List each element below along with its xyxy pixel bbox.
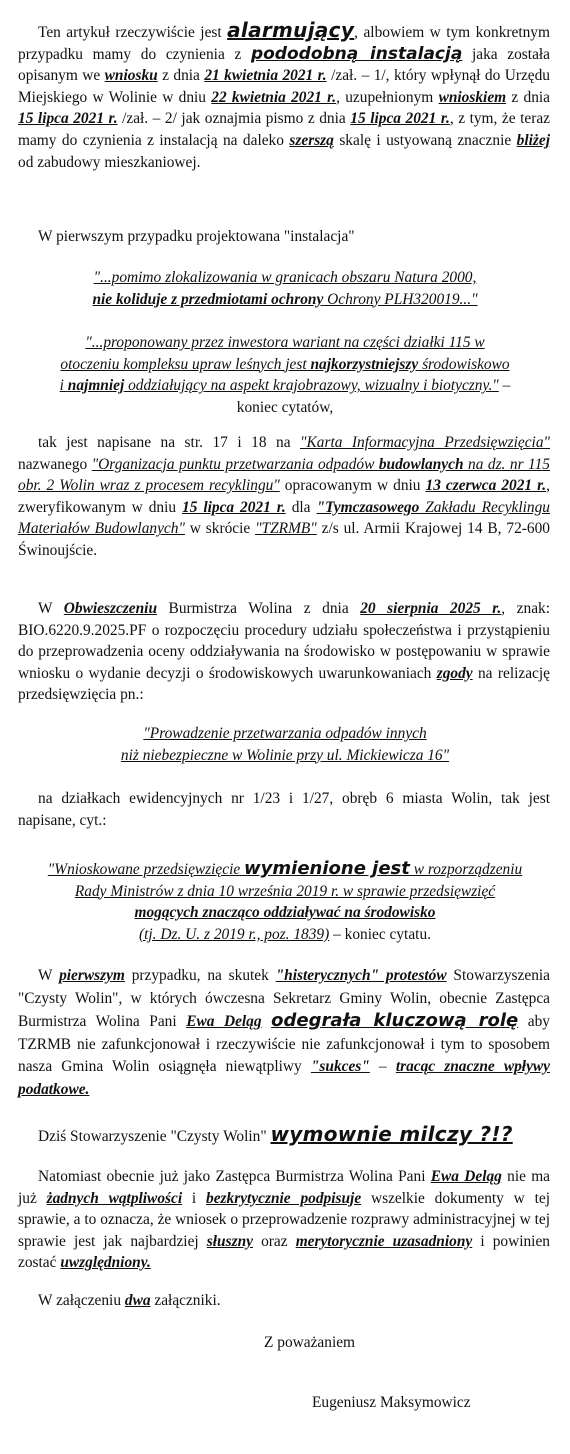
paragraph-protesty: W pierwszym przypadku, na skutek "histerycznych" protestów Stowarzyszenia "Czysty Wolin", w których ówczesna Sekretarz Gminy Wolin, obecnie Zastępca Burmistrza Wolina Pani Ewa Deląg odegrała kluczową rolę aby TZRMB nie zafunkcjonował i rzeczywiście nie zafunkcjonował i tym to sposobem nasza Gmina Wolin osiągnęła niewątpliwy "sukces" – tracąc znaczne wpływy podatkowe. bbox=[18, 967, 551, 1098]
emphasis-alarmujacy: alarmujący bbox=[227, 18, 355, 42]
emphasis-instalacja: pododobną instalacją bbox=[250, 43, 463, 64]
paragraph-milczy: Dziś Stowarzyszenie "Czysty Wolin" wymownie milczy ?!? bbox=[38, 1122, 513, 1146]
paragraph-natomiast: Natomiast obecnie już jako Zastępca Burmistrza Wolina Pani Ewa Deląg nie ma już żadnych wątpliwości i bezkrytycznie podpisuje wszelkie dokumenty w tej sprawie, a to oznacza, że wniosek o przeprowadzenie rozprawy administracyjnej w tej sprawie jest jak najbardziej słuszny oraz merytorycznie uzasadniony i powinien zostać uwzględniony. bbox=[18, 1168, 551, 1272]
paragraph-zalaczniki: W załączeniu dwa załączniki. bbox=[38, 1292, 221, 1309]
paragraph-intro: Ten artykuł rzeczywiście jest alarmujący, albowiem w tym konkretnym przypadku mamy do czynienia z pododobną instalacją jaka została opisanym we wniosku z dnia 21 kwietnia 2021 r. /zał. – 1/, który wpłynął do Urzędu Miejskiego w Wolinie w dniu 22 kwietnia 2021 r., uzupełnionym wnioskiem z dnia 15 lipca 2021 r. /zał. – 2/ jak oznajmia pismo z dnia 15 lipca 2021 r., z tym, że teraz mamy do czynienia z instalacją na daleko szerszą skalę i ustyowaną znacznie bliżej od zabudowy mieszkaniowej. bbox=[18, 18, 551, 171]
paragraph-obwieszczenie: W Obwieszczeniu Burmistrza Wolina z dnia 20 sierpnia 2025 r., znak: BIO.6220.9.2025.PF o rozpoczęciu procedury udziału społeczeństwa i przystąpieniu do przeprowadzenia oceny oddziaływania na środowisko w postępowaniu w sprawie wniosku o wydanie decyzji o środowiskowych uwarunkowaniach zgody na relizację przedsięwzięcia pn.: bbox=[18, 600, 550, 704]
emphasis-milczy: wymownie milczy ?!? bbox=[270, 1122, 513, 1146]
paragraph-first-case: W pierwszym przypadku projektowana "instalacja" bbox=[38, 228, 355, 245]
quote-project-name: "Prowadzenie przetwarzania odpadów innych niż niebezpieczne w Wolinie przy ul. Mickiewicza 16" bbox=[120, 725, 450, 764]
quote-rozporzadzenie: "Wnioskowane przedsięwzięcie wymienione jest w rozporządzeniu Rady Ministrów z dnia 10 września 2019 r. w sprawie przedsięwzięć mogących znacząco oddziaływać na środowisko (tj. Dz. U. z 2019 r., poz. 1839) – koniec cytatu. bbox=[47, 858, 523, 943]
paragraph-dzialki: na działkach ewidencyjnych nr 1/23 i 1/27, obręb 6 miasta Wolin, tak jest napisane, cyt.: bbox=[18, 790, 550, 829]
signature-name: Eugeniusz Maksymowicz bbox=[312, 1394, 471, 1411]
quote-natura-2000: "...pomimo zlokalizowania w granicach obszaru Natura 2000, nie koliduje z przedmiotami ochrony Ochrony PLH320019..." bbox=[92, 269, 478, 308]
quote-wariant: "...proponowany przez inwestora wariant na części działki 115 w otoczeniu kompleksu upraw leśnych jest najkorzystniejszy środowiskowo i najmniej oddziałujący na aspekt krajobrazowy, wizualny i biotyczny." – koniec cytatów, bbox=[59, 334, 511, 416]
paragraph-karta-informacyjna: tak jest napisane na str. 17 i 18 na "Karta Informacyjna Przedsięwzięcia" nazwanego "Organizacja punktu przetwarzania odpadów budowlanych na dz. nr 115 obr. 2 Wolin wraz z procesem recyklingu" opracowanym w dniu 13 czerwca 2021 r., zweryfikowanym w dniu 15 lipca 2021 r. dla "Tymczasowego Zakładu Recyklingu Materiałów Budowlanych" w skrócie "TZRMB" z/s ul. Armii Krajowej 14 B, 72-600 Świnoujście. bbox=[18, 434, 551, 559]
closing-salutation: Z poważaniem bbox=[264, 1334, 356, 1351]
